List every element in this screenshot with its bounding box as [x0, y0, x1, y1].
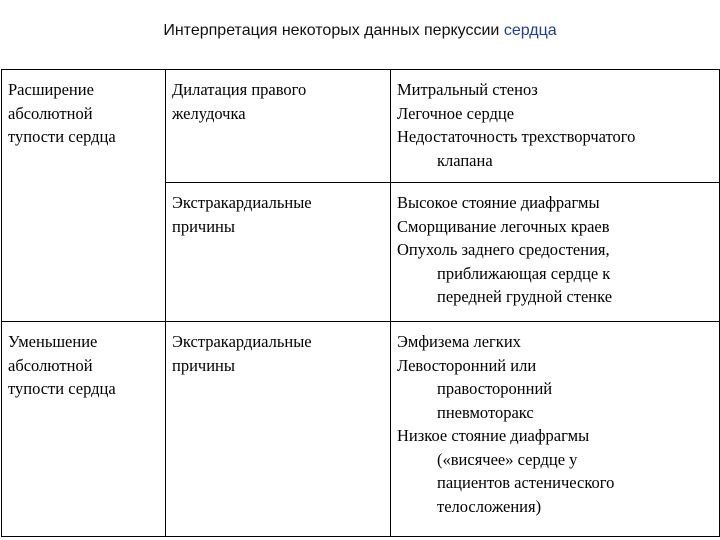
condition-line: пациентов астенического	[437, 473, 615, 492]
table-row	[2, 70, 720, 183]
conditions-cell	[391, 183, 720, 322]
cause-cell	[166, 183, 391, 322]
cell-line: Уменьшение	[8, 332, 98, 351]
condition-line: телосложения)	[437, 496, 542, 516]
cell-line: Экстракардиальные	[172, 193, 312, 212]
condition-line: передней грудной стенке	[437, 287, 613, 306]
cell-line: Дилатация правого	[172, 80, 307, 99]
condition-line: правосторонний	[437, 379, 553, 398]
condition-line: клапана	[437, 150, 493, 170]
table-row	[2, 322, 720, 537]
cell-line: причины	[172, 216, 235, 236]
page-title	[0, 22, 720, 40]
condition-line: Левосторонний или	[397, 355, 537, 375]
percussion-table	[1, 69, 720, 537]
cell-line: Экстракардиальные	[172, 332, 312, 351]
condition-line: Эмфизема легких	[397, 332, 521, 351]
cell-line: желудочка	[172, 103, 246, 123]
condition-line: («висячее» сердце у	[437, 449, 578, 469]
condition-line: пневмоторакс	[437, 402, 534, 422]
percussion-table-body	[2, 70, 720, 537]
cause-cell	[166, 322, 391, 537]
conditions-cell	[391, 322, 720, 537]
cause-cell	[166, 70, 391, 183]
condition-line: Высокое стояние диафрагмы	[397, 193, 600, 212]
cell-line: тупости сердца	[8, 127, 116, 146]
category-cell	[2, 322, 166, 537]
title-text: Интерпретация некоторых данных перкуссии	[163, 22, 500, 39]
condition-line: Низкое стояние диафрагмы	[397, 426, 590, 445]
condition-line: Митральный стеноз	[397, 80, 538, 99]
title-accent-word: сердца	[503, 22, 557, 39]
cell-line: причины	[172, 355, 235, 375]
condition-line: Опухоль заднего средостения,	[397, 240, 610, 259]
cell-line: абсолютной	[8, 103, 93, 123]
condition-line: Сморщивание легочных краев	[397, 216, 610, 236]
condition-line: Легочное сердце	[397, 103, 515, 123]
conditions-cell	[391, 70, 720, 183]
condition-line: Недостаточность трехстворчатого	[397, 127, 636, 146]
cell-line: тупости сердца	[8, 379, 116, 398]
category-cell	[2, 70, 166, 322]
cell-line: абсолютной	[8, 355, 93, 375]
cell-line: Расширение	[8, 80, 94, 99]
condition-line: приближающая сердце к	[437, 263, 611, 283]
